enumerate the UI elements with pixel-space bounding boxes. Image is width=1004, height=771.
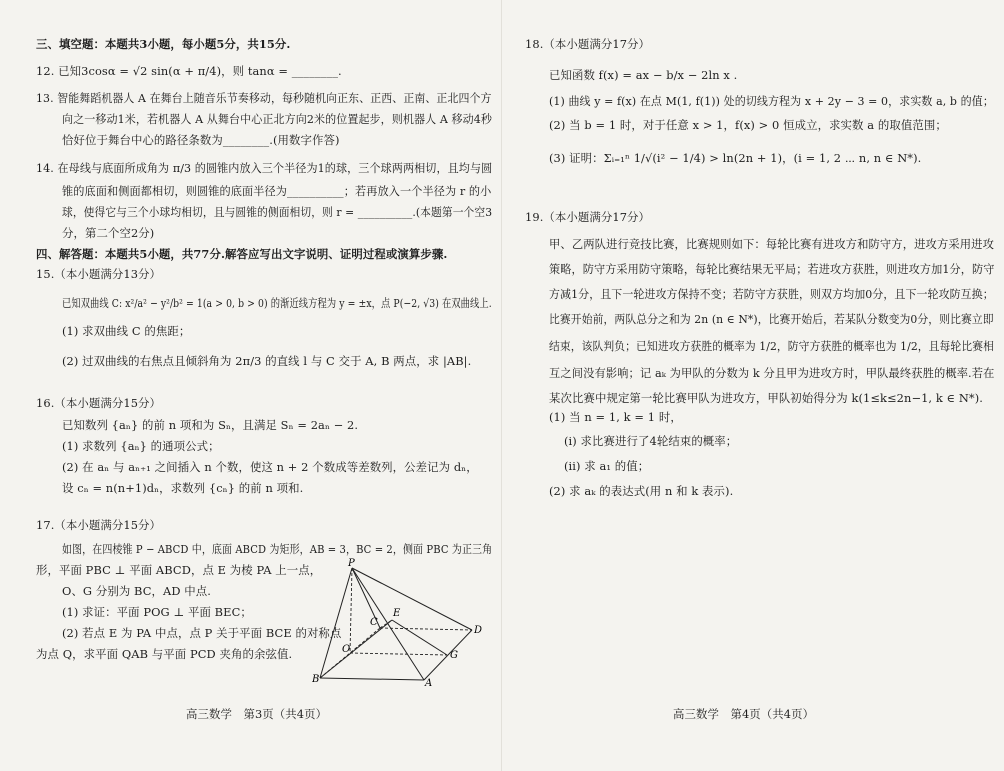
question-17-title: 17.（本小题满分15分） (36, 518, 162, 532)
label-P: P (348, 558, 355, 569)
question-19-line-2: 策略，防守方采用防守策略，每轮比赛结果无平局；若进攻方获胜，则进攻方加1分，防守 (549, 262, 995, 276)
question-12: 12. 已知3cosα = √2 sin(α + π/4)，则 tanα = ________. (36, 64, 342, 78)
label-A: A (425, 678, 433, 688)
question-18-part-3: (3) 证明：Σᵢ₌₁ⁿ 1/√(i² − 1/4) > ln(2n + 1)，(i = 1, 2 ⋯ n, n ∈ N*). (549, 151, 922, 165)
question-17-line-3: O、G 分别为 BC，AD 中点. (62, 584, 212, 598)
question-19-title: 19.（本小题满分17分） (525, 210, 651, 224)
question-19-line-7: 某次比赛中规定第一轮比赛甲队为进攻方，甲队初始得分为 k(1≤k≤2n−1, k ∈ N*). (549, 391, 983, 405)
question-13-line-1: 13. 智能舞蹈机器人 A 在舞台上随音乐节奏移动，每秒随机向正东、正西、正南、正北四个方 (36, 91, 492, 105)
question-17-line-1: 如图，在四棱锥 P − ABCD 中，底面 ABCD 为矩形，AB = 3，BC = 2，侧面 PBC 为正三角 (62, 542, 493, 556)
question-19-line-6: 互之间没有影响；记 aₖ 为甲队的分数为 k 分且甲为进攻方时，甲队最终获胜的概率.若在 (549, 366, 995, 380)
edge-EG (392, 620, 447, 655)
exam-page-4 (502, 0, 1004, 771)
question-18-part-2: (2) 当 b = 1 时，对于任意 x > 1，f(x) > 0 恒成立，求实数 a 的取值范围； (549, 118, 947, 132)
label-G: G (450, 650, 458, 661)
question-19-part-1: (1) 当 n = 1, k = 1 时， (549, 410, 682, 424)
page-3-footer: 高三数学 第3页（共4页） (186, 707, 328, 721)
question-15-part-2: (2) 过双曲线的右焦点且倾斜角为 2π/3 的直线 l 与 C 交于 A, B 两点，求 |AB|. (62, 354, 472, 368)
question-13-line-3: 恰好位于舞台中心的路径条数为________.(用数字作答) (62, 133, 340, 147)
question-18-part-1: (1) 曲线 y = f(x) 在点 M(1, f(1)) 处的切线方程为 x + 2y − 3 = 0，求实数 a, b 的值； (549, 94, 994, 108)
edge-PB (320, 568, 352, 678)
question-16-title: 16.（本小题满分15分） (36, 396, 162, 410)
question-19-line-5: 结束，该队判负；已知进攻方获胜的概率为 1/2，防守方获胜的概率也为 1/2，且每轮比赛相 (549, 339, 994, 353)
question-16-part-2a: (2) 在 aₙ 与 aₙ₊₁ 之间插入 n 个数，使这 n + 2 个数成等差数列，公差记为 dₙ， (62, 460, 478, 474)
label-E: E (393, 608, 401, 619)
question-15-part-1: (1) 求双曲线 C 的焦距； (62, 324, 191, 338)
question-16-part-2b: 设 cₙ = n(n+1)dₙ，求数列 {cₙ} 的前 n 项和. (62, 481, 304, 495)
edge-CD-hidden (380, 628, 472, 630)
question-19-part-1-ii: (ii) 求 a₁ 的值； (564, 459, 650, 473)
question-17-part-2b: 为点 Q，求平面 QAB 与平面 PCD 夹角的余弦值. (36, 647, 293, 661)
question-19-line-3: 方减1分，且下一轮进攻方保持不变；若防守方获胜，则双方均加0分，且下一轮攻防互换； (549, 287, 994, 301)
question-18-stem: 已知函数 f(x) = ax − b/x − 2ln x . (549, 68, 738, 82)
question-13-line-2: 向之一移动1米，若机器人 A 从舞台中心正北方向2米的位置起步，则机器人 A 移动4秒 (62, 112, 493, 126)
label-B: B (312, 674, 320, 685)
question-19-line-4: 比赛开始前，两队总分之和为 2n (n ∈ N*)，比赛开始后，若某队分数变为0分，则比赛立即 (549, 312, 994, 326)
question-19-part-2: (2) 求 aₖ 的表达式(用 n 和 k 表示). (549, 484, 734, 498)
label-O: O (342, 644, 351, 655)
question-17-part-1: (1) 求证：平面 POG ⊥ 平面 BEC； (62, 605, 252, 619)
edge-BE (320, 620, 392, 678)
label-D: D (474, 625, 483, 636)
question-16-stem: 已知数列 {aₙ} 的前 n 项和为 Sₙ，且满足 Sₙ = 2aₙ − 2. (62, 418, 359, 432)
question-16-part-1: (1) 求数列 {aₙ} 的通项公式； (62, 439, 220, 453)
question-14-line-2: 锥的底面和侧面都相切，则圆锥的底面半径为__________；若再放入一个半径为 r 的小 (62, 184, 492, 198)
question-14-line-1: 14. 在母线与底面所成角为 π/3 的圆锥内放入三个半径为1的球，三个球两两相切，且均与圆 (36, 161, 493, 175)
question-19-line-1: 甲、乙两队进行竞技比赛，比赛规则如下：每轮比赛有进攻方和防守方，进攻方采用进攻 (549, 237, 995, 251)
pyramid-figure (312, 558, 492, 688)
page-4-footer: 高三数学 第4页（共4页） (673, 707, 815, 721)
question-14-line-4: 分，第二个空2分) (62, 226, 155, 240)
question-14-line-3: 球，使得它与三个小球均相切，且与圆锥的侧面相切，则 r = __________.(本题第一个空3 (62, 205, 493, 219)
label-C: C (370, 617, 378, 628)
question-15-title: 15.（本小题满分13分） (36, 267, 162, 281)
edge-PA (352, 568, 424, 680)
section-3-header: 三、填空题：本题共3小题，每小题5分，共15分. (36, 37, 291, 51)
edge-PO-hidden (350, 568, 352, 653)
question-15-stem: 已知双曲线 C: x²/a² − y²/b² = 1(a > 0, b > 0) 的渐近线方程为 y = ±x，点 P(−2, √3) 在双曲线上. (62, 296, 492, 310)
question-17-line-2: 形，平面 PBC ⊥ 平面 ABCD，点 E 为棱 PA 上一点， (36, 563, 322, 577)
edge-OG-hidden (350, 653, 447, 655)
question-18-title: 18.（本小题满分17分） (525, 37, 651, 51)
question-19-part-1-i: (i) 求比赛进行了4轮结束的概率； (564, 434, 738, 448)
section-4-header: 四、解答题：本题共5小题，共77分.解答应写出文字说明、证明过程或演算步骤. (36, 247, 448, 261)
edge-BA (320, 678, 424, 680)
question-17-part-2a: (2) 若点 E 为 PA 中点，点 P 关于平面 BCE 的对称点 (62, 626, 342, 640)
